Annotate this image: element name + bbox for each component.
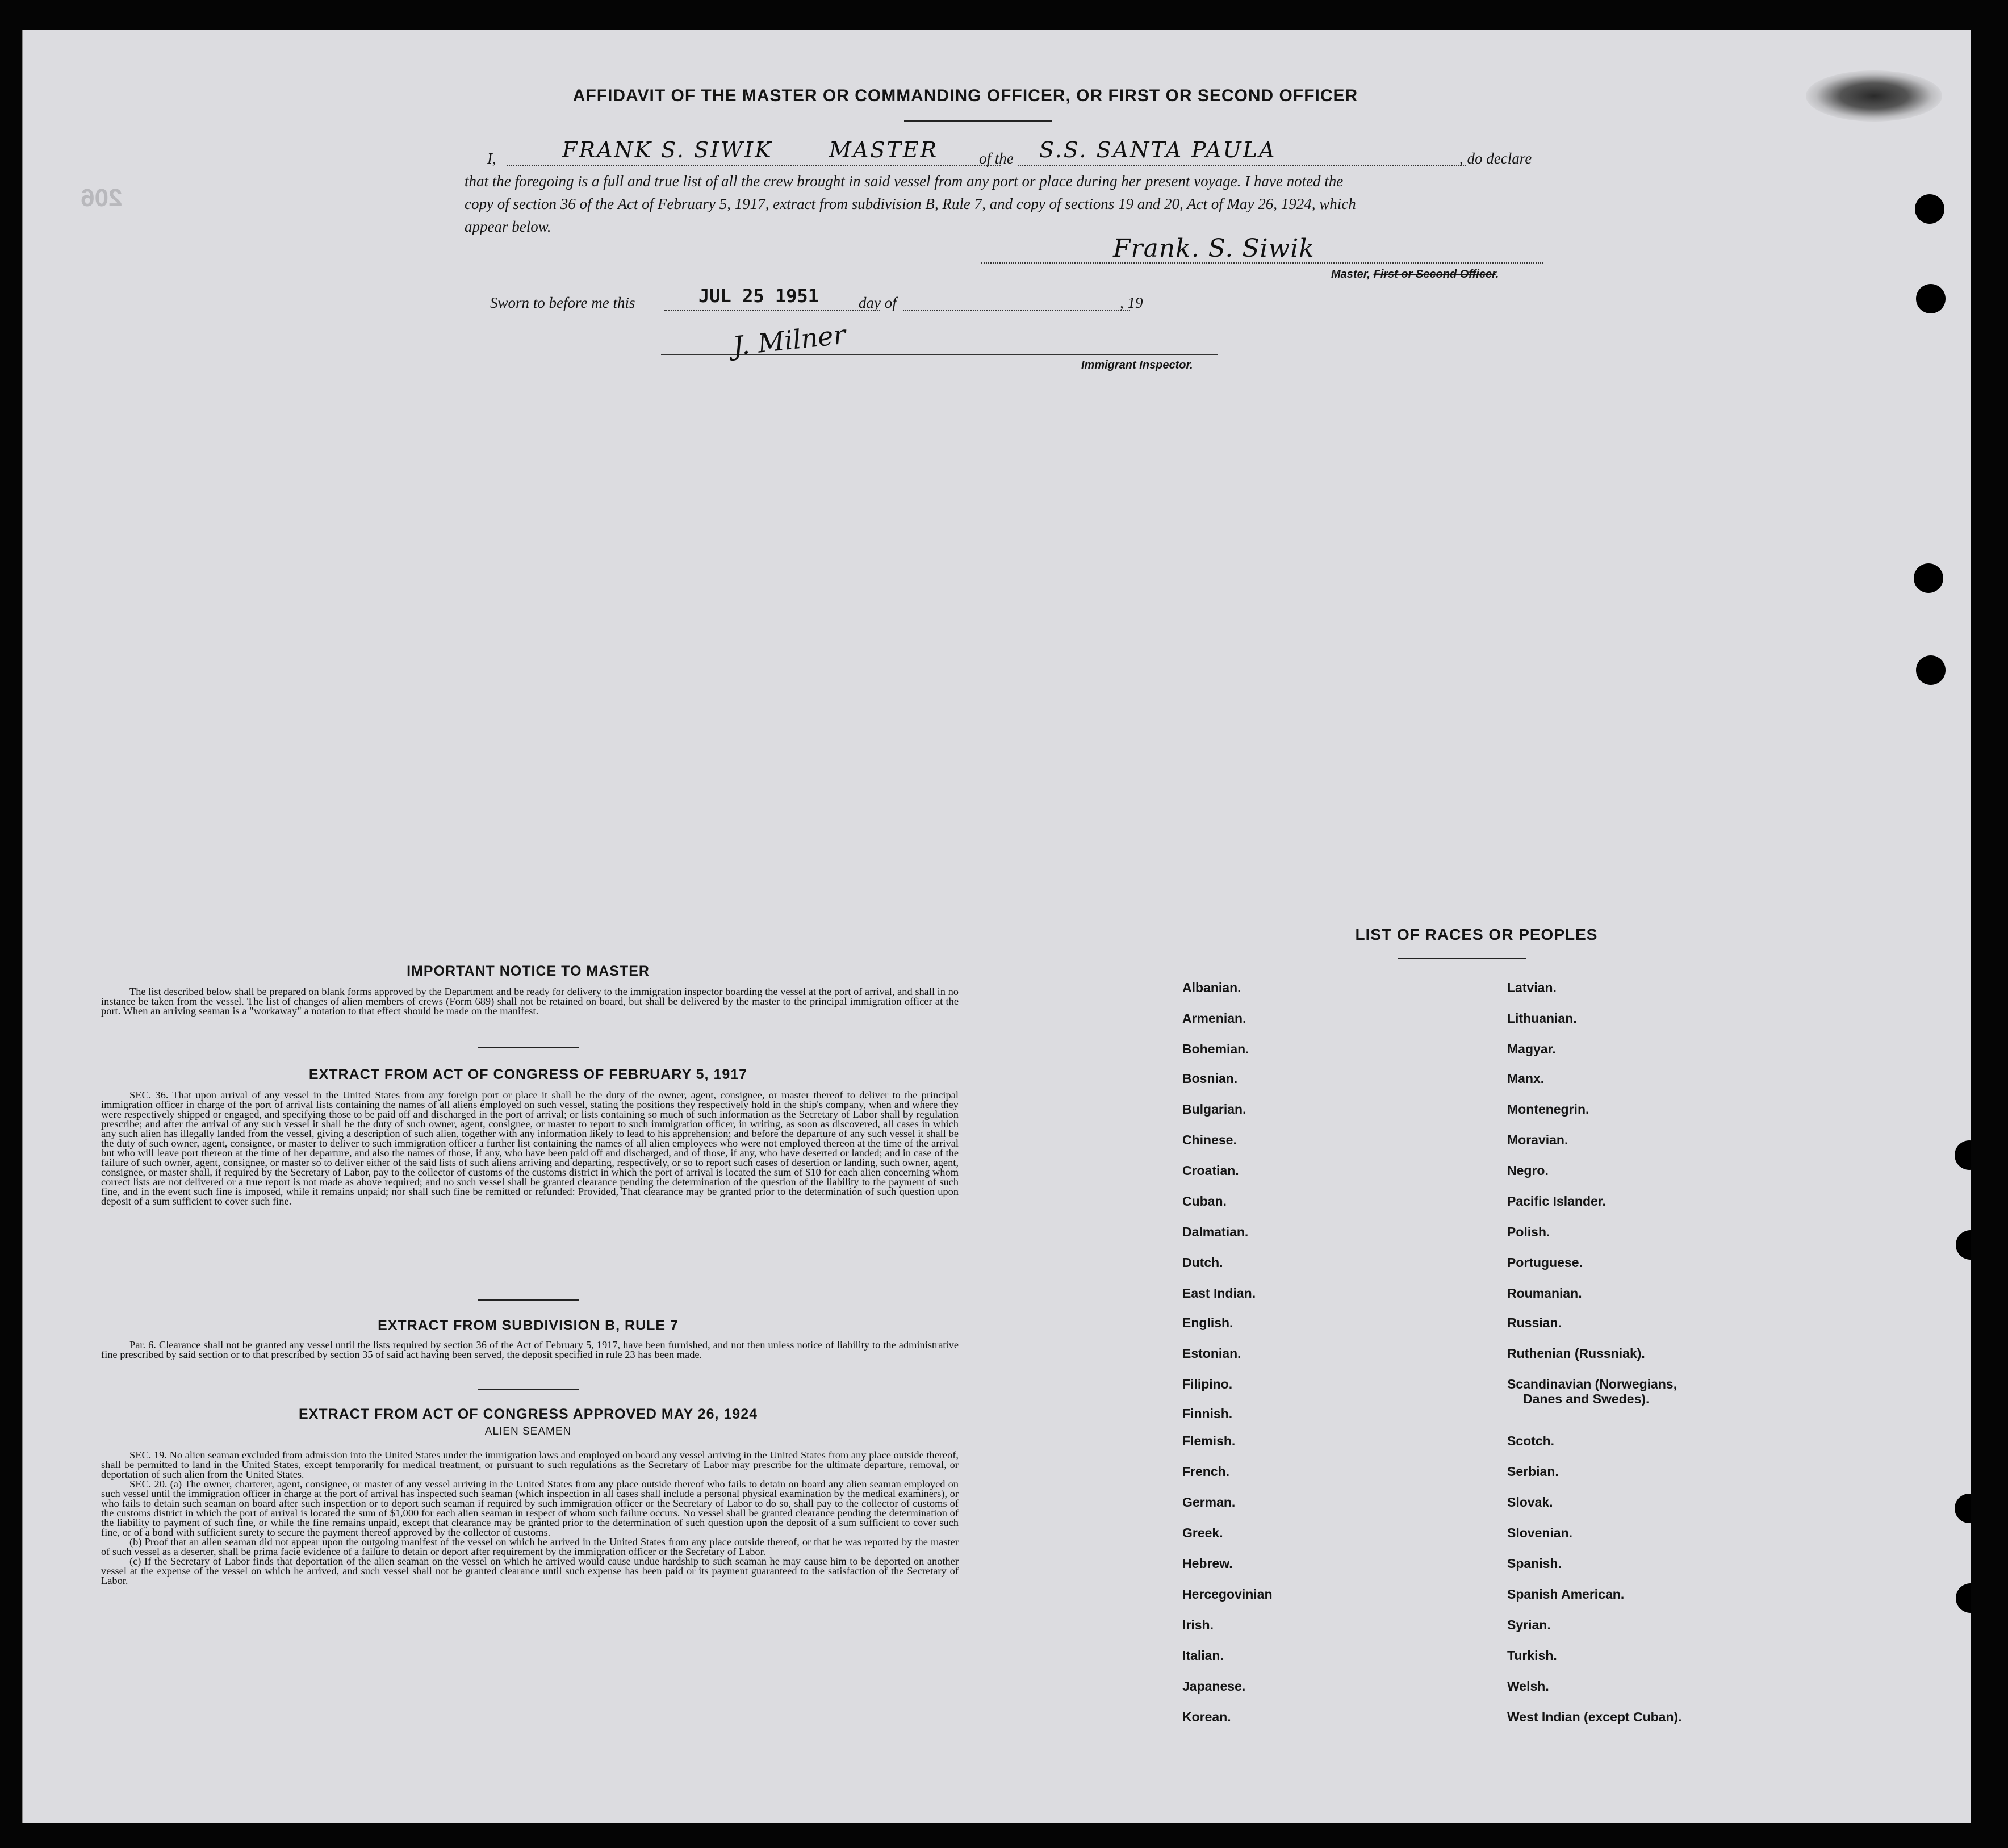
- sworn-label: Sworn to before me this: [490, 294, 635, 311]
- race-item: Hebrew.: [1182, 1556, 1233, 1571]
- race-item: Dutch.: [1182, 1255, 1223, 1270]
- race-item: Bosnian.: [1182, 1071, 1238, 1086]
- section-divider: [478, 1299, 579, 1301]
- races-title: LIST OF RACES OR PEOPLES: [1355, 926, 1598, 943]
- extract-1924-title: EXTRACT FROM ACT OF CONGRESS APPROVED MAY 26, 1924: [298, 1406, 758, 1422]
- race-item: Bulgarian.: [1182, 1102, 1246, 1117]
- document-page: [22, 30, 1971, 1823]
- race-item: Manx.: [1507, 1071, 1545, 1086]
- affidavit-do-declare: , do declare: [1459, 150, 1532, 167]
- date-stamp: JUL 25 1951: [698, 285, 819, 307]
- extract-1917-paragraph: SEC. 36. That upon arrival of any vessel in the United States from any foreign port or place it shall be the duty of the owner, agent, consignee, or master thereof to deliver to the principal immigration officer in charge of the port of arrival lists containing the names of all aliens employed on such vessel, stating the positions they respectively hold in the ship's company, when and where they were respectively shipped or engaged, and specifying those to be paid off and discharged in the port of arrival; or lists containing so much of such information as the Secretary of Labor shall by regulation prescribe; and after the arrival of any such vessel it shall be the duty of such owner, agent, consignee, or master to report to such immigration officer, in writing, as soon as discovered, all cases in which any such alien has illegally landed from the vessel, giving a description of such alien, together with any information likely to lead to his apprehension; and before the departure of any such vessel it shall be the duty of such owner, agent, consignee, or master to deliver to such immigration officer a further list containing the names of all alien employees who were not employed thereon at the time of the arrival but who will leave port thereon at the time of her departure, and also the names of those, if any, who have been paid off and discharged, and of those, if any, who have deserted or landed; and in case of the failure of such owner, agent, consignee, or master so to deliver either of the said lists of such aliens arriving and departing, respectively, or so to report such cases of desertion or landing, such owner, agent, consignee, or master shall, if required by the Secretary of Labor, pay to the collector of customs of the customs district in which the port of arrival is located the sum of $10 for each alien concerning whom correct lists are not delivered or a true report is not made as above required; and no such vessel shall be granted clearance pending the determination of the question of the liability to the payment of such fine, and in the event such fine is imposed, while it remains unpaid; nor shall such fine be remitted or refunded: Provided, That clearance may be granted prior to the determination of such question upon deposit of a sum sufficient to cover such fine.: [101, 1089, 959, 1207]
- punch-hole: [1916, 655, 1946, 685]
- race-item: Chinese.: [1182, 1132, 1237, 1147]
- race-item: Welsh.: [1507, 1679, 1549, 1694]
- race-item: Finnish.: [1182, 1406, 1233, 1421]
- race-item: Spanish.: [1507, 1556, 1562, 1571]
- extract-rule7-paragraph: Par. 6. Clearance shall not be granted any vessel until the lists required by section 36 of the Act of February 5, 1917, have been furnished, and not then unless notice of liability to the administrative fine prescribed by said section or to that prescribed by section 35 of said act having been served, the deposit specified in rule 23 has been made.: [101, 1339, 959, 1360]
- race-item: West Indian (except Cuban).: [1507, 1709, 1682, 1724]
- sworn-date-field: [664, 310, 880, 311]
- race-item: Danes and Swedes).: [1523, 1391, 1650, 1406]
- race-item: Roumanian.: [1507, 1286, 1582, 1301]
- race-item: East Indian.: [1182, 1286, 1256, 1301]
- race-item: Montenegrin.: [1507, 1102, 1589, 1117]
- month-field: [903, 310, 1130, 311]
- master-role-label: [1331, 268, 1499, 281]
- race-item: Ruthenian (Russniak).: [1507, 1346, 1645, 1361]
- inspector-signature: J. Milner: [731, 319, 847, 362]
- race-item: Moravian.: [1507, 1132, 1568, 1147]
- race-item: Cuban.: [1182, 1194, 1227, 1209]
- title-divider: [904, 120, 1052, 122]
- race-item: Flemish.: [1182, 1433, 1236, 1448]
- race-item: Italian.: [1182, 1648, 1224, 1663]
- affidavit-of-the: of the: [979, 150, 1014, 167]
- race-item: Albanian.: [1182, 980, 1241, 995]
- master-name-handwritten: FRANK S. SIWIK: [562, 137, 773, 162]
- race-item: Croatian.: [1182, 1163, 1239, 1178]
- punch-hole: [1914, 563, 1943, 593]
- affidavit-body-line-2: that the foregoing is a full and true list of all the crew brought in said vessel from any port or place during her present voyage. I have noted the: [465, 173, 1344, 190]
- day-of-label: day of: [859, 294, 897, 311]
- race-item: German.: [1182, 1495, 1236, 1510]
- master-signature: Frank. S. Siwik: [1113, 234, 1315, 263]
- punch-hole: [1955, 1494, 1971, 1523]
- race-item: Irish.: [1182, 1617, 1214, 1632]
- extract-1924-sec20b: (b) Proof that an alien seaman did not appear upon the outgoing manifest of the vessel on which he arrived in the United States from any place outside thereof, or that he was reported by the master of such vessel as a deserter, shall be prima facie evidence of a failure to detain or deport after requirement by the immigration officer or the Secretary of Labor.: [101, 1536, 959, 1557]
- race-item: Polish.: [1507, 1224, 1550, 1239]
- race-item: Syrian.: [1507, 1617, 1551, 1632]
- extract-1924-sec20c: (c) If the Secretary of Labor finds that deportation of the alien seaman on the vessel on which he arrived would cause undue hardship to such seaman he may cause him to be deported on another vessel at the expense of the vessel on which he arrived, and such vessel shall not be granted clearance until such expense has been paid or its payment guaranteed to the satisfaction of the Secretary of Labor.: [101, 1556, 959, 1586]
- race-item: Turkish.: [1507, 1648, 1557, 1663]
- race-item: Scotch.: [1507, 1433, 1555, 1448]
- race-item: Dalmatian.: [1182, 1224, 1249, 1239]
- mirrored-page-number: 206: [81, 184, 123, 212]
- ink-smudge: [1806, 70, 1942, 122]
- race-item: Latvian.: [1507, 980, 1557, 995]
- races-divider: [1398, 958, 1526, 959]
- master-label: Master,: [1331, 268, 1370, 281]
- race-item: Pacific Islander.: [1507, 1194, 1606, 1209]
- race-item: Filipino.: [1182, 1377, 1233, 1391]
- extract-1924-sec19: SEC. 19. No alien seaman excluded from admission into the United States under the immigration laws and employed on board any vessel arriving in the United States from any place outside thereof, shall be permitted to land in the United States, except temporarily for medical treatment, or pursuant to such regulations as the Secretary of Labor may prescribe for the ultimate departure, removal, or deportation of such alien from the United States.: [101, 1449, 959, 1480]
- race-item: Hercegovinian: [1182, 1587, 1273, 1602]
- section-divider: [478, 1389, 579, 1390]
- section-divider: [478, 1047, 579, 1048]
- race-item: English.: [1182, 1315, 1233, 1330]
- extract-rule7-text: [101, 1340, 959, 1360]
- affidavit-body-line-3: copy of section 36 of the Act of February 5, 1917, extract from subdivision B, Rule 7, and copy of sections 19 and 20, Act of May 26, 1924, which: [465, 195, 1356, 212]
- race-item: Slovak.: [1507, 1495, 1553, 1510]
- race-item: Portuguese.: [1507, 1255, 1583, 1270]
- punch-hole: [1956, 1583, 1971, 1613]
- race-item: Bohemian.: [1182, 1042, 1249, 1056]
- race-item: Russian.: [1507, 1315, 1562, 1330]
- race-item: Armenian.: [1182, 1011, 1246, 1026]
- race-item: French.: [1182, 1464, 1230, 1479]
- extract-1924-sec20a: SEC. 20. (a) The owner, charterer, agent, consignee, or master of any vessel arriving in the United States from any place outside thereof who fails to detain on board any alien seaman employed on such vessel until the immigration officer in charge at the port of arrival has inspected such seaman (which inspection in all cases shall include a personal physical examination by the medical examiners), or who fails to detain such seaman on board after such inspection or to deport such seaman if required by such immigration officer or the Secretary of Labor to do so, shall pay to the collector of customs of the customs district in which the port of arrival is located the sum of $1,000 for each alien seaman in respect of whom such failure occurs. No vessel shall be granted clearance pending the determination of the liability to payment of such fine, or while the fine remains unpaid, except that clearance may be granted prior to the determination of such question upon the deposit of a sum sufficient to cover such fine, or of a bond with sufficient surety to secure the payment thereof approved by the collector of customs.: [101, 1478, 959, 1538]
- notice-title: IMPORTANT NOTICE TO MASTER: [407, 963, 650, 979]
- master-title-handwritten: MASTER: [829, 137, 939, 162]
- year-prefix: , 19: [1120, 294, 1143, 311]
- race-item: Spanish American.: [1507, 1587, 1625, 1602]
- punch-hole: [1956, 1230, 1971, 1260]
- vessel-field: [1018, 165, 1466, 166]
- master-name-field: [507, 165, 1001, 166]
- race-item: Negro.: [1507, 1163, 1549, 1178]
- affidavit-i: I,: [487, 150, 496, 167]
- race-item: Serbian.: [1507, 1464, 1559, 1479]
- race-item: Scandinavian (Norwegians,: [1507, 1377, 1677, 1391]
- extract-rule7-title: EXTRACT FROM SUBDIVISION B, RULE 7: [378, 1318, 679, 1333]
- race-item: Japanese.: [1182, 1679, 1246, 1694]
- extract-1917-text: [101, 1090, 959, 1206]
- extract-1917-title: EXTRACT FROM ACT OF CONGRESS OF FEBRUARY 5, 1917: [308, 1067, 748, 1082]
- race-item: Slovenian.: [1507, 1525, 1573, 1540]
- affidavit-body-line-4: appear below.: [465, 218, 551, 235]
- punch-hole: [1955, 1140, 1971, 1170]
- notice-paragraph: The list described below shall be prepared on blank forms approved by the Department and be ready for delivery to the immigration inspector boarding the vessel at the port of arrival, and shall in no instance be taken from the vessel. The list of changes of alien members of crews (Form 689) shall not be retained on board, but shall be delivered by the master to the principal immigration officer at the port. When an arriving seaman is a "workaway" a notation to that effect should be made on the manifest.: [101, 986, 959, 1017]
- race-item: Estonian.: [1182, 1346, 1241, 1361]
- race-item: Lithuanian.: [1507, 1011, 1577, 1026]
- extract-1924-subtitle: ALIEN SEAMEN: [484, 1425, 572, 1437]
- vessel-handwritten: S.S. SANTA PAULA: [1039, 137, 1277, 162]
- affidavit-title: AFFIDAVIT OF THE MASTER OR COMMANDING OFFICER, OR FIRST OR SECOND OFFICER: [572, 86, 1358, 105]
- punch-hole: [1915, 194, 1944, 224]
- inspector-label: Immigrant Inspector.: [1081, 359, 1193, 371]
- notice-text: [101, 987, 959, 1016]
- race-item: Korean.: [1182, 1709, 1231, 1724]
- extract-1924-text: [101, 1450, 959, 1586]
- race-item: Greek.: [1182, 1525, 1223, 1540]
- master-label-end: .: [1495, 268, 1499, 281]
- punch-hole: [1916, 284, 1946, 313]
- first-second-officer-struck: First or Second Officer: [1373, 268, 1496, 281]
- race-item: Magyar.: [1507, 1042, 1556, 1056]
